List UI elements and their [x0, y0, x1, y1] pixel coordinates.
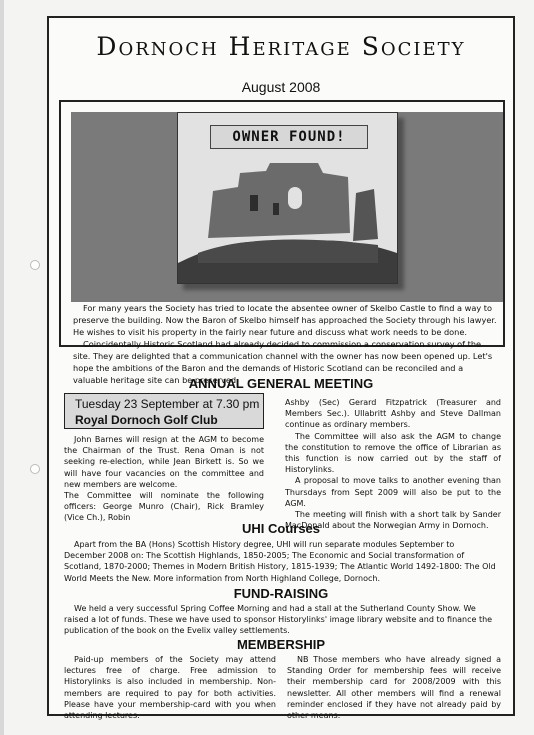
punch-hole	[30, 260, 40, 270]
membership-left-text: Paid-up members of the Society may attend lectures free of charge. Free admission to Historylinks is also included in membership. Non-members are required to pay for both activities. Please have your membership-card with you when attending lectures.	[64, 655, 276, 721]
agm-paragraph: Ashby (Sec) Gerard Fitzpatrick (Treasurer and Members Sec.). Ullabritt Ashby and Steve Dallman continue as ordinary members.	[285, 398, 501, 430]
newsletter-page	[47, 16, 515, 721]
fundraising-text: We held a very successful Spring Coffee Morning and had a stall at the Sutherland County Show. We raised a lot of funds. These we have used to sponsor Historylinks' image library website and to finance the publication of the book on the Evelix valley settlements.	[64, 604, 493, 636]
agm-left-column	[64, 434, 264, 524]
punch-hole	[30, 464, 40, 474]
issue-date: August 2008	[241, 79, 321, 95]
agm-right-column	[285, 397, 501, 531]
feature-paragraph: For many years the Society has tried to locate the absentee owner of Skelbo Castle to find a way to preserve the building. Now the Baron of Skelbo himself has approached the Society through his lawyer. He wishes to visit his property in the fairly near future and discuss what work needs to be done.	[73, 303, 497, 337]
uhi-heading: UHI Courses	[241, 521, 321, 536]
agm-paragraph: The meeting will finish with a short talk by Sander MacDonald about the Norwegian Army in Dornoch.	[285, 510, 501, 531]
page-edge-shadow	[0, 0, 4, 735]
fundraising-heading: FUND-RAISING	[233, 586, 329, 601]
uhi-text: Apart from the BA (Hons) Scottish History degree, UHI will run separate modules September to December 2008 on: The Scottish Highlands, 1850-2005; The Economic and Social transformation of Scotland, 1870-2000; Themes in Modern British History, 1815-1939; The Atlantic World 1492-1800: The Old World Meets the New. More information from North Highland College, Dornoch.	[64, 540, 496, 583]
photo-headline: OWNER FOUND!	[210, 125, 368, 149]
membership-heading: MEMBERSHIP	[236, 637, 326, 652]
agm-paragraph: John Barnes will resign at the AGM to become the Chairman of the Trust. Rena Oman is not seeking re-election, while Jean Birkett is. So we will have four vacancies on the committee and new members are welcome.	[64, 435, 264, 489]
masthead-title: Dornoch Heritage Society	[96, 32, 466, 61]
agm-paragraph: The Committee will also ask the AGM to change the constitution to remove the office of Librarian as this function is now carried out by the staff of Historylinks.	[285, 431, 501, 475]
agm-paragraph: The Committee will nominate the following officers: George Munro (Chair), Rick Bramley (Vice Ch.), Robin	[64, 491, 264, 523]
agm-heading: ANNUAL GENERAL MEETING	[188, 376, 374, 391]
agm-date: Tuesday 23 September at 7.30 pm	[75, 397, 260, 411]
feature-paragraph: Coincidentally Historic Scotland had already decided to commission a conservation survey of the site. They are delighted that a communication channel with the owner has now been opened up. Let's hope the ambitions of the Baron and the demands of Historic Scotland can be reconciled and a valuable heritage site can be preserved.	[73, 339, 493, 385]
castle-photo	[177, 112, 398, 284]
agm-venue: Royal Dornoch Golf Club	[75, 413, 218, 427]
agm-event-box	[64, 393, 264, 429]
membership-right-text: NB Those members who have already signed a Standing Order for membership fees will receive their membership card for 2008/2009 with this newsletter. All other members will find a renewal reminder enclosed if they have not already paid by other means.	[287, 655, 501, 721]
feature-text	[73, 302, 499, 386]
agm-paragraph: A proposal to move talks to another evening than Thursdays from Sept 2009 will also be put to the AGM.	[285, 476, 501, 508]
